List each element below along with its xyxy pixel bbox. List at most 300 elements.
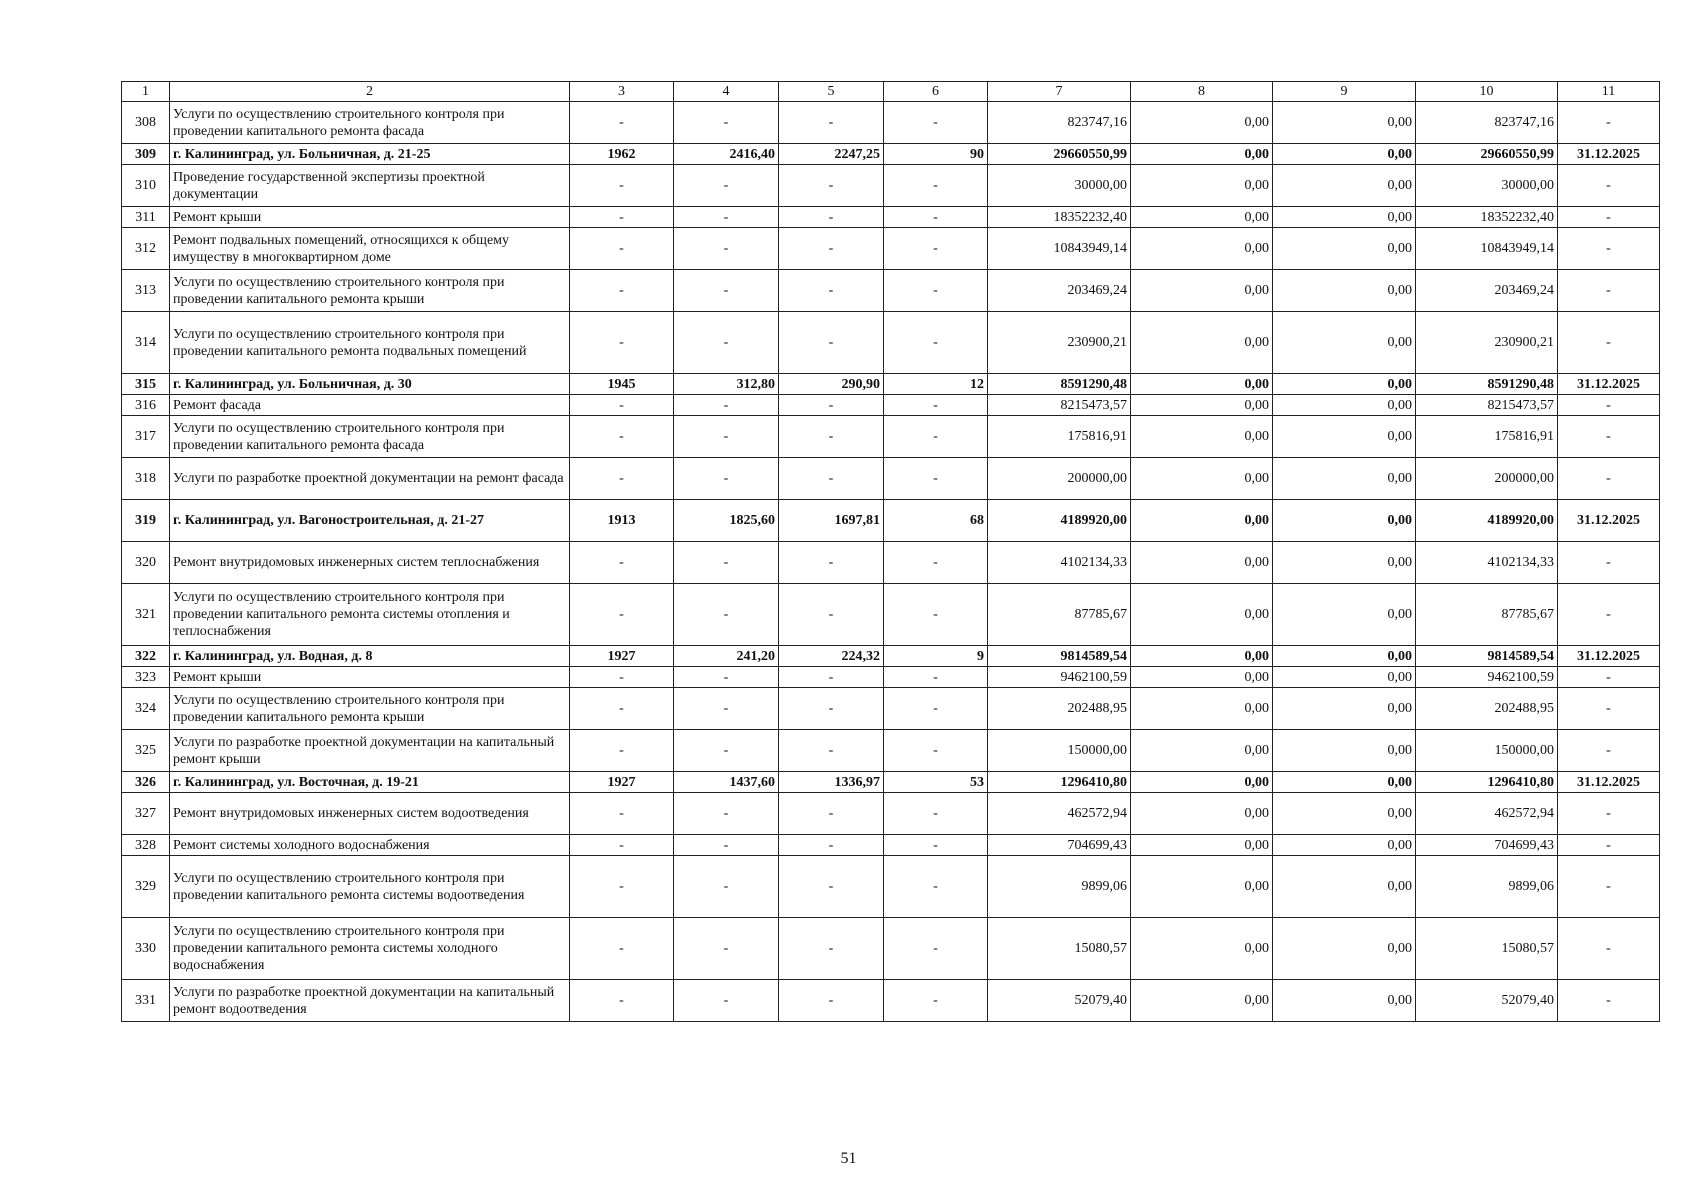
address-row: [122, 374, 1660, 395]
table-cell: 31.12.2025: [1558, 374, 1660, 395]
table-cell: -: [570, 458, 674, 500]
table-cell: -: [1558, 835, 1660, 856]
table-cell: 10843949,14: [988, 228, 1131, 270]
table-cell: 704699,43: [1416, 835, 1558, 856]
table-cell: -: [570, 165, 674, 207]
table-cell: 30000,00: [988, 165, 1131, 207]
table-cell: 327: [122, 793, 170, 835]
table-cell: 325: [122, 730, 170, 772]
table-cell: 4102134,33: [988, 542, 1131, 584]
table-cell: -: [570, 312, 674, 374]
address-row: [122, 772, 1660, 793]
table-cell: 9462100,59: [988, 667, 1131, 688]
table-cell: 329: [122, 856, 170, 918]
work-item-row: [122, 730, 1660, 772]
table-cell: -: [674, 102, 779, 144]
table-cell: 200000,00: [988, 458, 1131, 500]
table-cell: 0,00: [1273, 144, 1416, 165]
table-cell: -: [884, 980, 988, 1022]
table-cell: 0,00: [1131, 918, 1273, 980]
table-cell: 0,00: [1131, 374, 1273, 395]
table-cell: -: [674, 207, 779, 228]
table-cell: 0,00: [1273, 646, 1416, 667]
table-cell: 328: [122, 835, 170, 856]
table-cell: -: [779, 584, 884, 646]
capital-repair-table: [121, 81, 1660, 1022]
table-cell: -: [674, 270, 779, 312]
table-cell: 203469,24: [1416, 270, 1558, 312]
table-cell: 9814589,54: [988, 646, 1131, 667]
table-cell: Услуги по разработке проектной документации на ремонт фасада: [170, 458, 570, 500]
table-cell: -: [570, 270, 674, 312]
table-cell: -: [570, 835, 674, 856]
table-cell: -: [884, 395, 988, 416]
table-cell: 175816,91: [1416, 416, 1558, 458]
table-cell: 8591290,48: [988, 374, 1131, 395]
table-cell: 823747,16: [1416, 102, 1558, 144]
table-cell: 0,00: [1131, 165, 1273, 207]
table-cell: 323: [122, 667, 170, 688]
table-cell: 311: [122, 207, 170, 228]
work-item-row: [122, 312, 1660, 374]
table-cell: -: [674, 918, 779, 980]
table-cell: Услуги по разработке проектной документации на капитальный ремонт водоотведения: [170, 980, 570, 1022]
table-cell: 309: [122, 144, 170, 165]
table-cell: -: [674, 856, 779, 918]
table-cell: 0,00: [1131, 688, 1273, 730]
table-cell: 1296410,80: [1416, 772, 1558, 793]
table-cell: -: [884, 584, 988, 646]
table-cell: -: [1558, 102, 1660, 144]
table-cell: 0,00: [1273, 165, 1416, 207]
table-cell: -: [1558, 458, 1660, 500]
table-cell: -: [674, 688, 779, 730]
table-cell: -: [779, 980, 884, 1022]
table-cell: 321: [122, 584, 170, 646]
table-cell: -: [570, 667, 674, 688]
table-cell: -: [779, 793, 884, 835]
table-cell: 0,00: [1131, 458, 1273, 500]
table-cell: -: [779, 856, 884, 918]
table-cell: 87785,67: [1416, 584, 1558, 646]
table-cell: -: [884, 312, 988, 374]
table-cell: -: [779, 730, 884, 772]
table-cell: -: [674, 458, 779, 500]
table-cell: 320: [122, 542, 170, 584]
table-cell: 1697,81: [779, 500, 884, 542]
table-cell: -: [884, 688, 988, 730]
column-header: 5: [779, 82, 884, 102]
work-item-row: [122, 395, 1660, 416]
table-cell: 230900,21: [988, 312, 1131, 374]
table-cell: г. Калининград, ул. Больничная, д. 30: [170, 374, 570, 395]
table-cell: г. Калининград, ул. Вагоностроительная, д. 21-27: [170, 500, 570, 542]
table-cell: -: [1558, 980, 1660, 1022]
table-cell: -: [884, 793, 988, 835]
table-cell: -: [570, 416, 674, 458]
table-cell: 462572,94: [1416, 793, 1558, 835]
table-cell: Услуги по осуществлению строительного контроля при проведении капитального ремонта подвальных помещений: [170, 312, 570, 374]
address-row: [122, 646, 1660, 667]
table-cell: 12: [884, 374, 988, 395]
table-cell: -: [779, 542, 884, 584]
work-item-row: [122, 416, 1660, 458]
table-cell: 31.12.2025: [1558, 646, 1660, 667]
table-cell: -: [884, 416, 988, 458]
table-cell: 202488,95: [1416, 688, 1558, 730]
table-cell: 2416,40: [674, 144, 779, 165]
table-cell: 314: [122, 312, 170, 374]
table-cell: -: [570, 688, 674, 730]
table-cell: г. Калининград, ул. Восточная, д. 19-21: [170, 772, 570, 793]
table-cell: 0,00: [1273, 228, 1416, 270]
work-item-row: [122, 102, 1660, 144]
table-cell: г. Калининград, ул. Больничная, д. 21-25: [170, 144, 570, 165]
table-cell: -: [779, 165, 884, 207]
table-cell: 0,00: [1131, 500, 1273, 542]
table-cell: 0,00: [1131, 667, 1273, 688]
table-cell: 68: [884, 500, 988, 542]
table-cell: -: [884, 667, 988, 688]
table-cell: -: [884, 207, 988, 228]
table-cell: 0,00: [1273, 918, 1416, 980]
table-cell: 0,00: [1131, 102, 1273, 144]
table-cell: -: [674, 165, 779, 207]
table-cell: 53: [884, 772, 988, 793]
table-cell: -: [884, 730, 988, 772]
table-cell: -: [779, 395, 884, 416]
table-cell: 0,00: [1131, 646, 1273, 667]
table-cell: -: [570, 207, 674, 228]
table-cell: 203469,24: [988, 270, 1131, 312]
work-item-row: [122, 207, 1660, 228]
table-cell: 175816,91: [988, 416, 1131, 458]
table-cell: 0,00: [1273, 102, 1416, 144]
table-cell: -: [779, 207, 884, 228]
work-item-row: [122, 667, 1660, 688]
table-cell: 0,00: [1273, 207, 1416, 228]
table-cell: -: [570, 584, 674, 646]
work-item-row: [122, 542, 1660, 584]
table-cell: -: [884, 856, 988, 918]
table-cell: Ремонт фасада: [170, 395, 570, 416]
column-header: 2: [170, 82, 570, 102]
table-cell: Услуги по осуществлению строительного контроля при проведении капитального ремонта фасада: [170, 102, 570, 144]
column-header: 6: [884, 82, 988, 102]
table-cell: 31.12.2025: [1558, 144, 1660, 165]
table-cell: Услуги по осуществлению строительного контроля при проведении капитального ремонта системы отопления и теплоснабжения: [170, 584, 570, 646]
table-cell: 0,00: [1131, 772, 1273, 793]
table-cell: 0,00: [1273, 500, 1416, 542]
table-cell: 18352232,40: [1416, 207, 1558, 228]
work-item-row: [122, 793, 1660, 835]
table-cell: 704699,43: [988, 835, 1131, 856]
table-cell: 0,00: [1273, 980, 1416, 1022]
table-cell: 290,90: [779, 374, 884, 395]
work-item-row: [122, 584, 1660, 646]
work-item-row: [122, 856, 1660, 918]
table-cell: 0,00: [1131, 730, 1273, 772]
table-cell: -: [779, 688, 884, 730]
table-cell: 1927: [570, 772, 674, 793]
table-cell: -: [674, 730, 779, 772]
table-cell: -: [1558, 793, 1660, 835]
table-cell: -: [779, 270, 884, 312]
table-cell: 29660550,99: [988, 144, 1131, 165]
table-cell: 330: [122, 918, 170, 980]
table-cell: 241,20: [674, 646, 779, 667]
table-cell: 8215473,57: [988, 395, 1131, 416]
table-cell: 319: [122, 500, 170, 542]
work-item-row: [122, 458, 1660, 500]
table-cell: 0,00: [1131, 228, 1273, 270]
table-cell: 1296410,80: [988, 772, 1131, 793]
table-cell: 0,00: [1273, 667, 1416, 688]
column-number-row: [122, 82, 1660, 102]
table-cell: -: [674, 312, 779, 374]
column-header: 8: [1131, 82, 1273, 102]
table-cell: 1336,97: [779, 772, 884, 793]
table-cell: Услуги по разработке проектной документации на капитальный ремонт крыши: [170, 730, 570, 772]
table-cell: 1962: [570, 144, 674, 165]
table-cell: 200000,00: [1416, 458, 1558, 500]
table-cell: Услуги по осуществлению строительного контроля при проведении капитального ремонта крыши: [170, 688, 570, 730]
table-cell: 9899,06: [988, 856, 1131, 918]
table-cell: Ремонт системы холодного водоснабжения: [170, 835, 570, 856]
table-cell: 0,00: [1131, 207, 1273, 228]
table-cell: 4189920,00: [1416, 500, 1558, 542]
table-cell: 313: [122, 270, 170, 312]
table-cell: -: [884, 918, 988, 980]
work-item-row: [122, 165, 1660, 207]
table-cell: -: [1558, 416, 1660, 458]
table-cell: -: [779, 667, 884, 688]
table-cell: Ремонт внутридомовых инженерных систем теплоснабжения: [170, 542, 570, 584]
table-cell: Проведение государственной экспертизы проектной документации: [170, 165, 570, 207]
table-cell: 317: [122, 416, 170, 458]
table-cell: Услуги по осуществлению строительного контроля при проведении капитального ремонта системы холодного водоснабжения: [170, 918, 570, 980]
table-cell: 823747,16: [988, 102, 1131, 144]
table-cell: 4102134,33: [1416, 542, 1558, 584]
address-row: [122, 500, 1660, 542]
table-cell: -: [674, 584, 779, 646]
table-cell: Ремонт внутридомовых инженерных систем водоотведения: [170, 793, 570, 835]
table-cell: -: [674, 542, 779, 584]
table-cell: -: [884, 270, 988, 312]
table-cell: -: [779, 458, 884, 500]
table-cell: Услуги по осуществлению строительного контроля при проведении капитального ремонта крыши: [170, 270, 570, 312]
table-cell: -: [570, 542, 674, 584]
table-cell: -: [674, 667, 779, 688]
table-cell: -: [674, 793, 779, 835]
table-cell: -: [779, 228, 884, 270]
work-item-row: [122, 918, 1660, 980]
table-cell: -: [884, 102, 988, 144]
table-cell: -: [570, 730, 674, 772]
table-cell: 0,00: [1273, 793, 1416, 835]
table-cell: 230900,21: [1416, 312, 1558, 374]
table-cell: 8591290,48: [1416, 374, 1558, 395]
table-cell: -: [570, 856, 674, 918]
table-cell: 0,00: [1131, 584, 1273, 646]
table-cell: -: [779, 416, 884, 458]
table-cell: 29660550,99: [1416, 144, 1558, 165]
table-cell: 10843949,14: [1416, 228, 1558, 270]
table-cell: Услуги по осуществлению строительного контроля при проведении капитального ремонта фасада: [170, 416, 570, 458]
table-cell: -: [884, 228, 988, 270]
table-cell: 0,00: [1273, 542, 1416, 584]
table-cell: -: [884, 835, 988, 856]
table-cell: 150000,00: [1416, 730, 1558, 772]
table-cell: -: [779, 102, 884, 144]
table-cell: 1927: [570, 646, 674, 667]
work-item-row: [122, 980, 1660, 1022]
table-cell: -: [1558, 542, 1660, 584]
column-header: 7: [988, 82, 1131, 102]
table-cell: -: [570, 918, 674, 980]
table-cell: 0,00: [1273, 772, 1416, 793]
table-body: [122, 102, 1660, 1022]
table-cell: 0,00: [1273, 730, 1416, 772]
table-cell: -: [674, 395, 779, 416]
work-item-row: [122, 228, 1660, 270]
table-cell: 2247,25: [779, 144, 884, 165]
table-cell: 310: [122, 165, 170, 207]
table-cell: 9899,06: [1416, 856, 1558, 918]
table-cell: 462572,94: [988, 793, 1131, 835]
table-cell: -: [570, 395, 674, 416]
table-cell: 0,00: [1273, 835, 1416, 856]
column-header: 3: [570, 82, 674, 102]
table-cell: -: [779, 312, 884, 374]
table-cell: 331: [122, 980, 170, 1022]
table-cell: 9814589,54: [1416, 646, 1558, 667]
table-cell: -: [884, 458, 988, 500]
table-cell: 9462100,59: [1416, 667, 1558, 688]
table-cell: 316: [122, 395, 170, 416]
table-cell: -: [1558, 228, 1660, 270]
table-cell: 308: [122, 102, 170, 144]
table-cell: 0,00: [1131, 144, 1273, 165]
address-row: [122, 144, 1660, 165]
table-cell: 312: [122, 228, 170, 270]
table-cell: 0,00: [1273, 416, 1416, 458]
table-cell: -: [779, 918, 884, 980]
table-cell: -: [779, 835, 884, 856]
table-cell: Ремонт крыши: [170, 667, 570, 688]
column-header: 11: [1558, 82, 1660, 102]
table-cell: 87785,67: [988, 584, 1131, 646]
table-cell: 312,80: [674, 374, 779, 395]
table-cell: -: [1558, 312, 1660, 374]
table-cell: Услуги по осуществлению строительного контроля при проведении капитального ремонта системы водоотведения: [170, 856, 570, 918]
table-cell: 15080,57: [1416, 918, 1558, 980]
table-cell: 0,00: [1131, 793, 1273, 835]
table-cell: 0,00: [1131, 542, 1273, 584]
table-cell: 52079,40: [1416, 980, 1558, 1022]
table-cell: 0,00: [1273, 270, 1416, 312]
table-cell: 0,00: [1131, 395, 1273, 416]
table-cell: 0,00: [1131, 856, 1273, 918]
column-header: 10: [1416, 82, 1558, 102]
table-cell: Ремонт подвальных помещений, относящихся к общему имуществу в многоквартирном доме: [170, 228, 570, 270]
table-cell: 224,32: [779, 646, 884, 667]
table-cell: 324: [122, 688, 170, 730]
table-cell: 31.12.2025: [1558, 500, 1660, 542]
table-cell: -: [570, 980, 674, 1022]
table-cell: 0,00: [1273, 395, 1416, 416]
table-cell: 31.12.2025: [1558, 772, 1660, 793]
table-cell: 150000,00: [988, 730, 1131, 772]
work-item-row: [122, 270, 1660, 312]
table-cell: -: [1558, 730, 1660, 772]
table-cell: 1825,60: [674, 500, 779, 542]
column-header: 4: [674, 82, 779, 102]
table-cell: 0,00: [1273, 312, 1416, 374]
table-cell: 8215473,57: [1416, 395, 1558, 416]
table-cell: 0,00: [1131, 312, 1273, 374]
table-cell: 0,00: [1131, 835, 1273, 856]
table-cell: -: [1558, 270, 1660, 312]
table-cell: -: [1558, 856, 1660, 918]
table-cell: 9: [884, 646, 988, 667]
table-cell: -: [884, 542, 988, 584]
table-cell: -: [674, 835, 779, 856]
table-cell: 1945: [570, 374, 674, 395]
table-cell: 0,00: [1273, 374, 1416, 395]
table-cell: 0,00: [1273, 856, 1416, 918]
table-cell: 0,00: [1131, 980, 1273, 1022]
table-cell: 1913: [570, 500, 674, 542]
table-cell: 322: [122, 646, 170, 667]
page-number: 51: [840, 1150, 857, 1167]
table-cell: 15080,57: [988, 918, 1131, 980]
table-cell: 52079,40: [988, 980, 1131, 1022]
table-cell: 90: [884, 144, 988, 165]
table-cell: 18352232,40: [988, 207, 1131, 228]
table-cell: -: [1558, 584, 1660, 646]
table-cell: 0,00: [1273, 584, 1416, 646]
table-cell: 315: [122, 374, 170, 395]
table-cell: -: [570, 102, 674, 144]
column-header: 9: [1273, 82, 1416, 102]
table-cell: Ремонт крыши: [170, 207, 570, 228]
table-cell: 318: [122, 458, 170, 500]
table-cell: -: [1558, 165, 1660, 207]
work-item-row: [122, 688, 1660, 730]
table-cell: 0,00: [1273, 458, 1416, 500]
table-cell: 0,00: [1273, 688, 1416, 730]
table-cell: -: [674, 416, 779, 458]
table-cell: 326: [122, 772, 170, 793]
table-cell: -: [1558, 395, 1660, 416]
table-cell: 0,00: [1131, 416, 1273, 458]
table-cell: 0,00: [1131, 270, 1273, 312]
table-cell: 1437,60: [674, 772, 779, 793]
table-cell: -: [674, 228, 779, 270]
work-item-row: [122, 835, 1660, 856]
table-cell: -: [1558, 207, 1660, 228]
table-cell: -: [570, 793, 674, 835]
table-cell: -: [884, 165, 988, 207]
table-cell: -: [1558, 688, 1660, 730]
table-cell: 30000,00: [1416, 165, 1558, 207]
table-cell: -: [1558, 667, 1660, 688]
table-cell: 202488,95: [988, 688, 1131, 730]
table-cell: -: [674, 980, 779, 1022]
table-cell: -: [1558, 918, 1660, 980]
table-cell: г. Калининград, ул. Водная, д. 8: [170, 646, 570, 667]
